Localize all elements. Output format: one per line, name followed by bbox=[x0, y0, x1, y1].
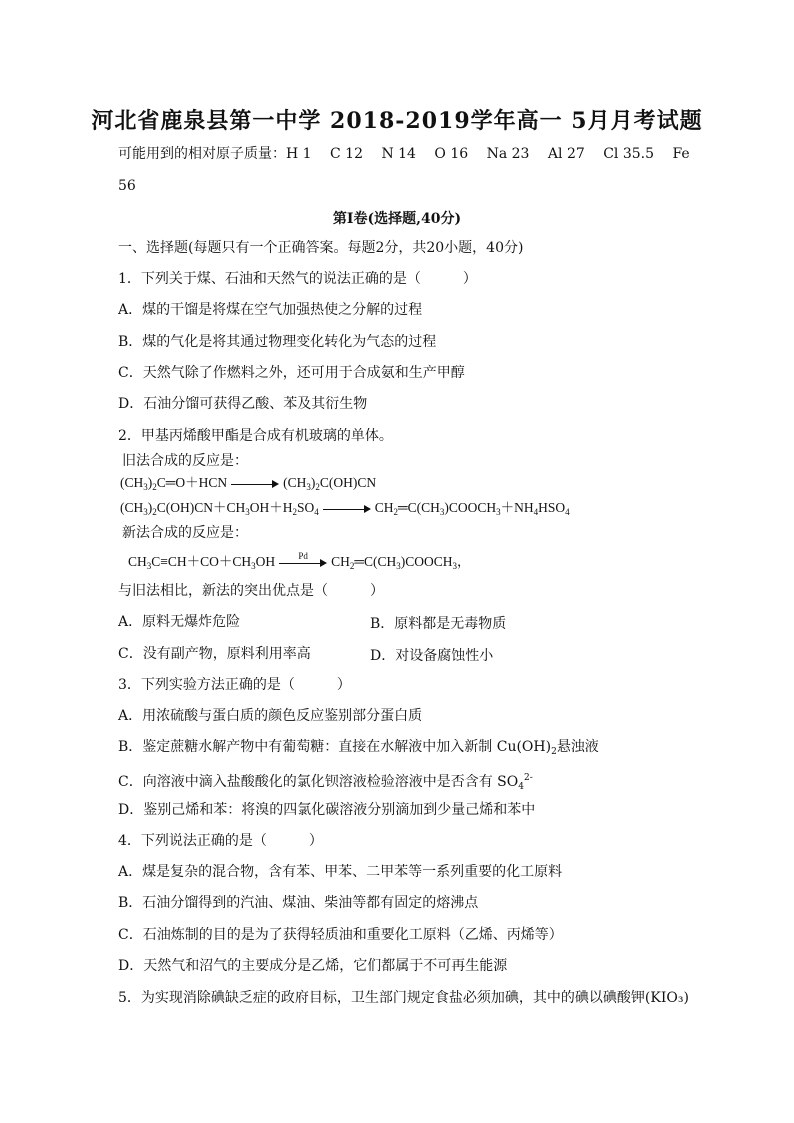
question-4-option-a: A．煤是复杂的混合物，含有苯、甲苯、二甲苯等一系列重要的化工原料 bbox=[118, 864, 563, 880]
question-2-compare: 与旧法相比，新法的突出优点是（ ） bbox=[118, 583, 384, 599]
question-1-option-a: A．煤的干馏是将煤在空气加强热使之分解的过程 bbox=[118, 302, 423, 318]
atomic-mass-line: 可能用到的相对原子质量：H 1 C 12 N 14 O 16 Na 23 Al 27 Cl 35.5 Fe bbox=[118, 146, 690, 162]
question-1-option-d: D．石油分馏可获得乙酸、苯及其衍生物 bbox=[118, 396, 368, 412]
atomic-mass-line-continued: 56 bbox=[118, 178, 136, 194]
question-4-option-d: D．天然气和沼气的主要成分是乙烯，它们都属于不可再生能源 bbox=[118, 958, 508, 974]
question-1-option-b: B．煤的气化是将其通过物理变化转化为气态的过程 bbox=[118, 334, 437, 350]
old-method-label: 旧法合成的反应是： bbox=[122, 453, 248, 469]
new-reaction: $CH_3C\equiv CH+CO+CH_3OH$ Pd $CH_2═C(CH_3)COOCH_3$， bbox=[128, 553, 471, 575]
exam-title: 河北省鹿泉县第一中学 2018-2019学年高一 5月月考试题 bbox=[91, 108, 703, 134]
question-4-option-c: C．石油炼制的目的是为了获得轻质油和重要化工原料（乙烯、丙烯等） bbox=[118, 927, 563, 943]
question-1-stem: 1．下列关于煤、石油和天然气的说法正确的是（ ） bbox=[118, 271, 477, 287]
question-3-option-a: A．用浓硫酸与蛋白质的颜色反应鉴别部分蛋白质 bbox=[118, 708, 423, 724]
question-4-option-b: B．石油分馏得到的汽油、煤油、柴油等都有固定的熔沸点 bbox=[118, 895, 479, 911]
question-5-stem: 5．为实现消除碘缺乏症的政府目标，卫生部门规定食盐必须加碘，其中的碘以碘酸钾(KIO₃) bbox=[118, 990, 689, 1006]
old-reaction-2: $(CH_3)_2C(OH)CN+CH_3OH+H_2SO_4$ $CH_2═C(CH_3)COOCH_3+NH_4HSO_4$ bbox=[120, 500, 570, 517]
question-2-option-c: C．没有副产物，原料利用率高 bbox=[118, 646, 311, 662]
old-reaction-1: $(CH_3)_2C═O+HCN$ $(CH_3)_2C(OH)CN$ bbox=[120, 475, 377, 492]
question-2-option-d: D．对设备腐蚀性小 bbox=[370, 648, 494, 664]
new-method-label: 新法合成的反应是： bbox=[122, 525, 248, 541]
question-2-stem: 2．甲基丙烯酸甲酯是合成有机玻璃的单体。 bbox=[118, 428, 393, 444]
question-3-stem: 3．下列实验方法正确的是（ ） bbox=[118, 677, 351, 693]
reaction-arrow bbox=[231, 479, 279, 489]
reaction-arrow bbox=[323, 504, 371, 514]
catalyst-label: Pd bbox=[298, 550, 308, 561]
part-heading: 一、选择题(每题只有一个正确答案。每题2分，共20小题，40分) bbox=[118, 240, 524, 256]
question-1-option-c: C．天然气除了作燃料之外，还可用于合成氨和生产甲醇 bbox=[118, 365, 465, 381]
question-3-option-d: D．鉴别己烯和苯：将溴的四氯化碳溶液分别滴加到少量己烯和苯中 bbox=[118, 802, 536, 818]
question-3-option-c: C．向溶液中滴入盐酸酸化的氯化钡溶液检验溶液中是否含有 $SO_4^{2-}$ bbox=[118, 773, 533, 792]
question-2-option-a: A．原料无爆炸危险 bbox=[118, 614, 241, 630]
question-2-option-b: B．原料都是无毒物质 bbox=[370, 616, 507, 632]
section-title: 第Ⅰ卷(选择题,40分) bbox=[332, 211, 462, 227]
question-3-option-b: B．鉴定蔗糖水解产物中有葡萄糖：直接在水解液中加入新制 $Cu(OH)_2$悬浊液 bbox=[118, 739, 599, 757]
question-4-stem: 4．下列说法正确的是（ ） bbox=[118, 833, 323, 849]
reaction-arrow-with-catalyst bbox=[279, 550, 327, 568]
